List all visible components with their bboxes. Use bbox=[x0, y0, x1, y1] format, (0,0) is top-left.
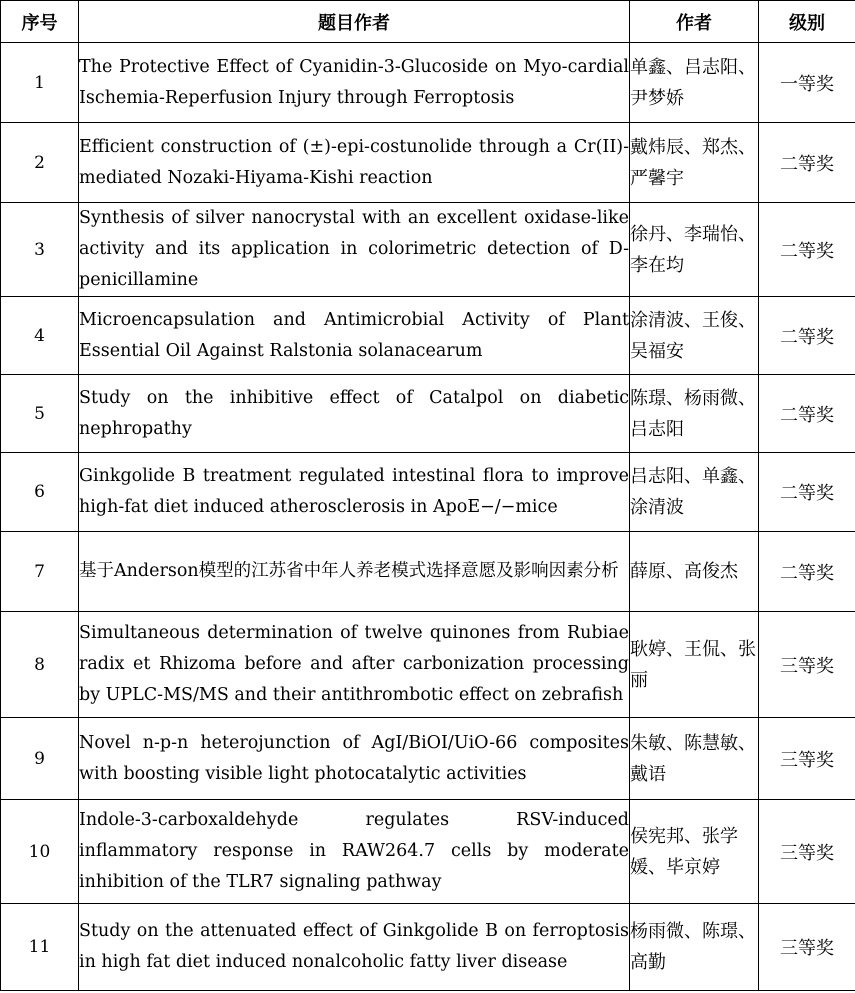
table-row bbox=[1, 123, 855, 203]
row-index: 7 bbox=[1, 532, 79, 612]
header-row bbox=[1, 1, 855, 43]
row-authors: 侯宪邦、张学媛、毕京婷 bbox=[630, 800, 759, 904]
row-authors: 杨雨微、陈璟、高勤 bbox=[630, 904, 759, 991]
row-level: 一等奖 bbox=[759, 43, 855, 123]
row-authors: 陈璟、杨雨微、吕志阳 bbox=[630, 375, 759, 453]
row-index: 6 bbox=[1, 453, 79, 532]
row-level: 二等奖 bbox=[759, 123, 855, 203]
row-title: Indole-3-carboxaldehyde regulates RSV-induced inflammatory response in RAW264.7 cells by moderate inhibition of the TLR7 signaling pathway bbox=[79, 800, 630, 904]
row-authors: 徐丹、李瑞怡、李在均 bbox=[630, 203, 759, 297]
table-row bbox=[1, 203, 855, 297]
row-index: 2 bbox=[1, 123, 79, 203]
table-body bbox=[1, 43, 855, 991]
row-title: Study on the attenuated effect of Ginkgolide B on ferroptosis in high fat diet induced nonalcoholic fatty liver disease bbox=[79, 904, 630, 991]
table-row bbox=[1, 904, 855, 991]
row-title: Simultaneous determination of twelve quinones from Rubiae radix et Rhizoma before and after carbonization processing by UPLC-MS/MS and their antithrombotic effect on zebrafish bbox=[79, 612, 630, 718]
row-authors: 吕志阳、单鑫、涂清波 bbox=[630, 453, 759, 532]
row-level: 三等奖 bbox=[759, 718, 855, 800]
row-level: 二等奖 bbox=[759, 203, 855, 297]
table-row bbox=[1, 612, 855, 718]
row-title: Study on the inhibitive effect of Catalpol on diabetic nephropathy bbox=[79, 375, 630, 453]
row-level: 二等奖 bbox=[759, 297, 855, 375]
header-level: 级别 bbox=[759, 1, 855, 43]
table-row bbox=[1, 297, 855, 375]
row-index: 9 bbox=[1, 718, 79, 800]
header-title: 题目作者 bbox=[79, 1, 630, 43]
header-index: 序号 bbox=[1, 1, 79, 43]
row-title: The Protective Effect of Cyanidin-3-Glucoside on Myo-cardial Ischemia-Reperfusion Injury through Ferroptosis bbox=[79, 43, 630, 123]
table-row bbox=[1, 375, 855, 453]
row-authors: 耿婷、王侃、张丽 bbox=[630, 612, 759, 718]
row-authors: 单鑫、吕志阳、尹梦娇 bbox=[630, 43, 759, 123]
table-header bbox=[1, 1, 855, 43]
row-index: 5 bbox=[1, 375, 79, 453]
row-title: 基于Anderson模型的江苏省中年人养老模式选择意愿及影响因素分析 bbox=[79, 532, 630, 612]
row-title: Novel n-p-n heterojunction of AgI/BiOI/UiO-66 composites with boosting visible light photocatalytic activities bbox=[79, 718, 630, 800]
table-row bbox=[1, 453, 855, 532]
row-level: 三等奖 bbox=[759, 904, 855, 991]
row-title: Efficient construction of (±)-epi-costunolide through a Cr(II)-mediated Nozaki-Hiyama-Kishi reaction bbox=[79, 123, 630, 203]
row-title: Microencapsulation and Antimicrobial Activity of Plant Essential Oil Against Ralstonia solanacearum bbox=[79, 297, 630, 375]
table-row bbox=[1, 532, 855, 612]
row-level: 二等奖 bbox=[759, 532, 855, 612]
table-row bbox=[1, 800, 855, 904]
row-level: 二等奖 bbox=[759, 375, 855, 453]
row-title: Synthesis of silver nanocrystal with an excellent oxidase-like activity and its application in colorimetric detection of D-penicillamine bbox=[79, 203, 630, 297]
table-row bbox=[1, 718, 855, 800]
row-authors: 朱敏、陈慧敏、戴语 bbox=[630, 718, 759, 800]
row-index: 10 bbox=[1, 800, 79, 904]
row-index: 3 bbox=[1, 203, 79, 297]
header-authors: 作者 bbox=[630, 1, 759, 43]
row-level: 三等奖 bbox=[759, 612, 855, 718]
row-index: 11 bbox=[1, 904, 79, 991]
table-row bbox=[1, 43, 855, 123]
row-index: 1 bbox=[1, 43, 79, 123]
row-authors: 戴炜辰、郑杰、严馨宇 bbox=[630, 123, 759, 203]
row-level: 二等奖 bbox=[759, 453, 855, 532]
row-title: Ginkgolide B treatment regulated intestinal flora to improve high-fat diet induced atherosclerosis in ApoE−/−mice bbox=[79, 453, 630, 532]
row-index: 4 bbox=[1, 297, 79, 375]
row-authors: 涂清波、王俊、吴福安 bbox=[630, 297, 759, 375]
row-authors: 薛原、高俊杰 bbox=[630, 532, 759, 612]
row-index: 8 bbox=[1, 612, 79, 718]
row-level: 三等奖 bbox=[759, 800, 855, 904]
